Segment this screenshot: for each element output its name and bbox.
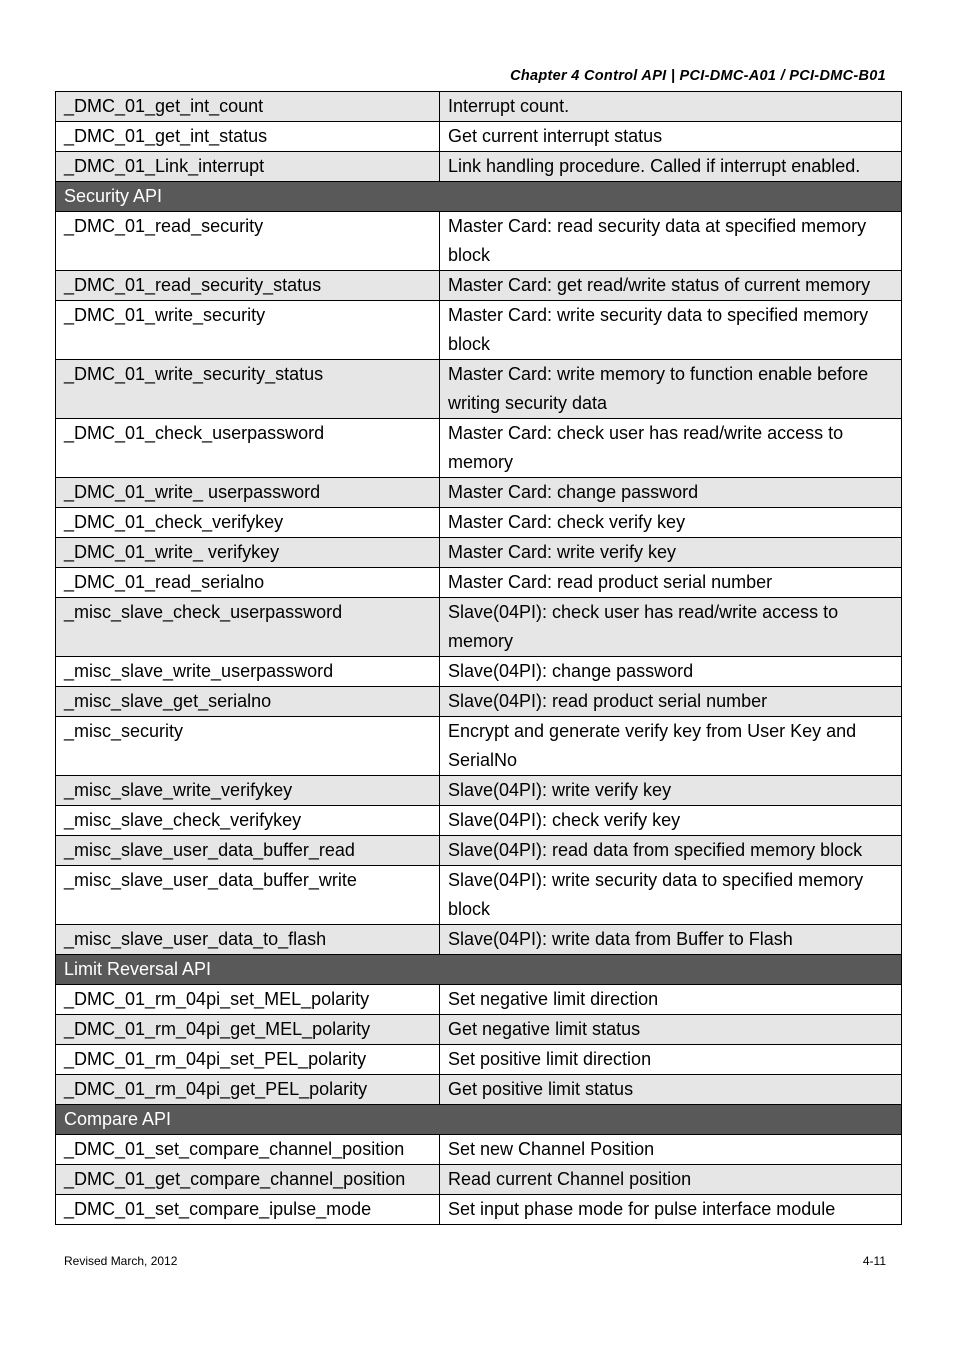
table-row xyxy=(56,925,902,955)
function-description-cell: Slave(04PI): change password xyxy=(440,657,902,687)
function-description-cell: Slave(04PI): write data from Buffer to Flash xyxy=(440,925,902,955)
function-name-cell: _misc_slave_user_data_to_flash xyxy=(56,925,440,955)
function-description-cell: Get current interrupt status xyxy=(440,122,902,152)
section-title: Security API xyxy=(56,182,902,212)
function-description-cell: Master Card: read security data at specified memory block xyxy=(440,212,902,271)
function-name-cell: _DMC_01_get_compare_channel_position xyxy=(56,1165,440,1195)
function-description-cell: Slave(04PI): read product serial number xyxy=(440,687,902,717)
section-header-row xyxy=(56,182,902,212)
function-description-cell: Master Card: write memory to function enable before writing security data xyxy=(440,360,902,419)
section-header-row xyxy=(56,955,902,985)
footer-page-number: 4-11 xyxy=(862,1254,886,1268)
footer-revision: Revised March, 2012 xyxy=(64,1254,178,1268)
section-header-row xyxy=(56,1105,902,1135)
table-row xyxy=(56,598,902,657)
function-name-cell: _DMC_01_get_int_status xyxy=(56,122,440,152)
function-name-cell: _DMC_01_Link_interrupt xyxy=(56,152,440,182)
table-row xyxy=(56,508,902,538)
table-row xyxy=(56,776,902,806)
function-name-cell: _misc_slave_user_data_buffer_read xyxy=(56,836,440,866)
function-description-cell: Slave(04PI): read data from specified memory block xyxy=(440,836,902,866)
function-name-cell: _misc_slave_user_data_buffer_write xyxy=(56,866,440,925)
function-description-cell: Set negative limit direction xyxy=(440,985,902,1015)
table-row xyxy=(56,866,902,925)
function-name-cell: _misc_slave_write_verifykey xyxy=(56,776,440,806)
table-row xyxy=(56,360,902,419)
function-name-cell: _DMC_01_read_security xyxy=(56,212,440,271)
function-description-cell: Master Card: check user has read/write access to memory xyxy=(440,419,902,478)
table-row xyxy=(56,1045,902,1075)
function-name-cell: _DMC_01_read_serialno xyxy=(56,568,440,598)
table-row xyxy=(56,568,902,598)
function-description-cell: Set new Channel Position xyxy=(440,1135,902,1165)
table-row xyxy=(56,152,902,182)
function-description-cell: Set input phase mode for pulse interface module xyxy=(440,1195,902,1225)
function-name-cell: _DMC_01_read_security_status xyxy=(56,271,440,301)
function-name-cell: _misc_security xyxy=(56,717,440,776)
table-row xyxy=(56,985,902,1015)
table-row xyxy=(56,806,902,836)
function-description-cell: Interrupt count. xyxy=(440,92,902,122)
table-row xyxy=(56,657,902,687)
function-name-cell: _DMC_01_write_security_status xyxy=(56,360,440,419)
function-name-cell: _DMC_01_rm_04pi_set_MEL_polarity xyxy=(56,985,440,1015)
api-table xyxy=(55,91,902,1225)
api-table-body xyxy=(56,92,902,1225)
table-row xyxy=(56,271,902,301)
table-row xyxy=(56,687,902,717)
function-name-cell: _DMC_01_write_ verifykey xyxy=(56,538,440,568)
function-description-cell: Master Card: change password xyxy=(440,478,902,508)
function-description-cell: Encrypt and generate verify key from User Key and SerialNo xyxy=(440,717,902,776)
table-row xyxy=(56,301,902,360)
function-name-cell: _DMC_01_set_compare_ipulse_mode xyxy=(56,1195,440,1225)
function-name-cell: _DMC_01_check_userpassword xyxy=(56,419,440,478)
function-description-cell: Slave(04PI): write security data to specified memory block xyxy=(440,866,902,925)
function-name-cell: _DMC_01_rm_04pi_get_PEL_polarity xyxy=(56,1075,440,1105)
function-description-cell: Set positive limit direction xyxy=(440,1045,902,1075)
function-description-cell: Master Card: write verify key xyxy=(440,538,902,568)
function-name-cell: _DMC_01_check_verifykey xyxy=(56,508,440,538)
function-description-cell: Get positive limit status xyxy=(440,1075,902,1105)
table-row xyxy=(56,122,902,152)
function-description-cell: Master Card: read product serial number xyxy=(440,568,902,598)
function-description-cell: Slave(04PI): write verify key xyxy=(440,776,902,806)
table-row xyxy=(56,92,902,122)
table-row xyxy=(56,1075,902,1105)
table-row xyxy=(56,478,902,508)
table-row xyxy=(56,212,902,271)
table-row xyxy=(56,1015,902,1045)
function-description-cell: Master Card: get read/write status of current memory xyxy=(440,271,902,301)
function-description-cell: Read current Channel position xyxy=(440,1165,902,1195)
function-name-cell: _DMC_01_write_ userpassword xyxy=(56,478,440,508)
table-row xyxy=(56,419,902,478)
table-row xyxy=(56,538,902,568)
table-row xyxy=(56,836,902,866)
function-name-cell: _DMC_01_get_int_count xyxy=(56,92,440,122)
table-row xyxy=(56,1135,902,1165)
function-description-cell: Slave(04PI): check user has read/write access to memory xyxy=(440,598,902,657)
function-name-cell: _DMC_01_rm_04pi_get_MEL_polarity xyxy=(56,1015,440,1045)
section-title: Compare API xyxy=(56,1105,902,1135)
page-header: Chapter 4 Control API | PCI-DMC-A01 / PCI-DMC-B01 xyxy=(510,68,886,84)
table-row xyxy=(56,717,902,776)
function-description-cell: Master Card: write security data to specified memory block xyxy=(440,301,902,360)
function-name-cell: _DMC_01_set_compare_channel_position xyxy=(56,1135,440,1165)
function-name-cell: _misc_slave_check_userpassword xyxy=(56,598,440,657)
function-description-cell: Slave(04PI): check verify key xyxy=(440,806,902,836)
function-description-cell: Link handling procedure. Called if interrupt enabled. xyxy=(440,152,902,182)
function-name-cell: _misc_slave_get_serialno xyxy=(56,687,440,717)
section-title: Limit Reversal API xyxy=(56,955,902,985)
table-row xyxy=(56,1165,902,1195)
function-description-cell: Master Card: check verify key xyxy=(440,508,902,538)
function-description-cell: Get negative limit status xyxy=(440,1015,902,1045)
function-name-cell: _misc_slave_write_userpassword xyxy=(56,657,440,687)
table-row xyxy=(56,1195,902,1225)
function-name-cell: _misc_slave_check_verifykey xyxy=(56,806,440,836)
function-name-cell: _DMC_01_write_security xyxy=(56,301,440,360)
function-name-cell: _DMC_01_rm_04pi_set_PEL_polarity xyxy=(56,1045,440,1075)
